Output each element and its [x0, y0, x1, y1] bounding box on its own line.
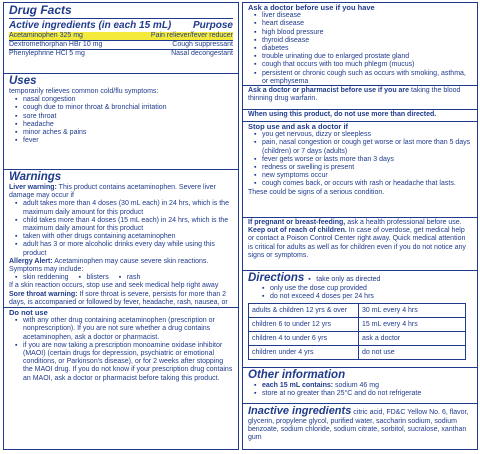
do-not-use-item: ▪ with any other drug containing acetaminophen (prescription or nonprescription). If you are not sure whether a drug contains acetaminophen, ask a doctor or pharmacist.	[15, 317, 233, 342]
pregnancy-label: If pregnant or breast-feeding,	[248, 219, 346, 226]
ask-pharmacist-title: Ask a doctor or pharmacist before use if you are	[248, 87, 410, 94]
ingredient-purpose: Nasal decongestant	[171, 50, 233, 58]
pregnancy-section	[243, 218, 477, 271]
drug-facts-title: Drug Facts	[9, 3, 72, 17]
liver-warning-item: ▪ child takes more than 4 doses (15 mL each) in 24 hrs, which is the maximum daily amount for this product	[15, 217, 233, 233]
dosage-amount-cell: ask a doctor	[359, 332, 466, 346]
ingredient-row	[9, 40, 233, 49]
ingredient-row	[9, 49, 233, 58]
when-using-section	[243, 110, 477, 122]
use-item: ▪ headache	[15, 121, 233, 129]
ingredient-name: Phenylephrine HCl 5 mg	[9, 50, 85, 58]
do-not-use-section	[4, 308, 238, 449]
dosage-row	[249, 332, 466, 346]
sodium-label: each 15 mL contains:	[262, 382, 334, 389]
stop-use-title: Stop use and ask a doctor if	[248, 122, 349, 131]
ingredient-name: Dextromethorphan HBr 10 mg	[9, 41, 103, 49]
dosage-table	[248, 303, 466, 360]
keep-out-text: In case of overdose, get medical help or contact a Poison Control Center right away. Quick medical attention is critical for adults as well as for children even if you do not notice any signs or symptoms.	[248, 227, 466, 259]
ask-doctor-item: ▪ thyroid disease	[254, 37, 472, 45]
dosage-age-cell: children 6 to under 12 yrs	[249, 318, 359, 332]
left-column	[3, 2, 239, 450]
stop-use-footer: These could be signs of a serious condition.	[248, 188, 385, 196]
direction-item: ▪ only use the dose cup provided	[262, 285, 472, 293]
other-info-title: Other information	[248, 369, 346, 381]
ingredient-list	[9, 32, 233, 59]
ask-doctor-title: Ask a doctor before use if you have	[248, 3, 375, 12]
use-item: ▪ sore throat	[15, 113, 233, 121]
ask-doctor-item: ▪ persistent or chronic cough such as occurs with smoking, asthma, or emphysema	[254, 70, 472, 86]
directions-list	[262, 285, 472, 301]
keep-out-label: Keep out of reach of children.	[248, 227, 347, 235]
dosage-amount-cell: do not use	[359, 346, 466, 360]
inactive-text: citric acid, FD&C Yellow No. 6, flavor, glycerin, propylene glycol, purified water, saccharin sodium, sodium benzoate, sodium chloride, sodium citrate, sorbitol, sucralose, xanthan gum	[248, 409, 469, 442]
ask-doctor-section	[243, 3, 477, 86]
sodium-value: sodium 46 mg	[335, 382, 379, 389]
uses-title: Uses	[9, 75, 37, 87]
ingredient-purpose: Cough suppressant	[172, 41, 233, 49]
liver-warning-text: This product contains acetaminophen. Severe liver damage may occur if	[9, 184, 216, 200]
dosage-amount-cell: 30 mL every 4 hrs	[359, 304, 466, 318]
ask-doctor-item: ▪ high blood pressure	[254, 29, 472, 37]
do-not-use-list	[15, 317, 233, 383]
stop-use-item: ▪ redness or swelling is present	[254, 164, 472, 172]
do-not-use-title: Do not use	[9, 308, 48, 317]
other-info-section	[243, 368, 477, 404]
allergy-symptom: ▪ blisters	[79, 274, 109, 282]
stop-use-item: ▪ fever gets worse or lasts more than 3 days	[254, 156, 472, 164]
drug-facts-section	[4, 3, 238, 74]
ask-doctor-item: ▪ diabetes	[254, 45, 472, 53]
right-column	[242, 2, 478, 450]
warnings-title: Warnings	[9, 171, 62, 183]
allergy-after-text: If a skin reaction occurs, stop use and seek medical help right away	[9, 282, 219, 290]
dosage-age-cell: children under 4 yrs	[249, 346, 359, 360]
allergy-alert-label: Allergy Alert:	[9, 257, 53, 265]
uses-intro: temporarily relieves common cold/flu symptoms:	[9, 88, 159, 95]
ask-doctor-item: ▪ cough that occurs with too much phlegm (mucus)	[254, 61, 472, 69]
directions-first-item	[308, 276, 380, 284]
dosage-row	[249, 304, 466, 318]
inactive-section	[243, 404, 477, 449]
ask-doctor-item: ▪ liver disease	[254, 12, 472, 20]
dosage-age-cell: children 4 to under 6 yrs	[249, 332, 359, 346]
allergy-symptom: ▪ rash	[119, 274, 141, 282]
ask-pharmacist-text: taking the blood thinning drug warfarin.	[248, 87, 461, 103]
ask-doctor-list	[254, 12, 472, 86]
stop-use-item: ▪ new symptoms occur	[254, 172, 472, 180]
direction-item: ▪ take only as directed	[308, 276, 380, 284]
use-item: ▪ fever	[15, 137, 233, 145]
stop-use-item: ▪ pain, nasal congestion or cough get worse or last more than 5 days (children) or 7 days (adults)	[254, 139, 472, 155]
sodium-item	[254, 382, 472, 390]
stop-use-section	[243, 122, 477, 218]
allergy-symptom-list	[15, 274, 233, 282]
dosage-age-cell: adults & children 12 yrs & over	[249, 304, 359, 318]
direction-item: ▪ do not exceed 4 doses per 24 hrs	[262, 293, 472, 301]
stop-use-list	[254, 131, 472, 188]
liver-warning-item: ▪ adult takes more than 4 doses (30 mL each) in 24 hrs, which is the maximum daily amount for this product	[15, 200, 233, 216]
do-not-use-item: ▪ if you are now taking a prescription monoamine oxidase inhibitor (MAOI) (certain drugs for depression, psychiatric or emotional conditions, or Parkinson's disease), or for 2 weeks after stopping the MAOI drug. If you do not know if your prescription drug contains an MAOI, ask a doctor or pharmacist before taking this product.	[15, 342, 233, 383]
use-item: ▪ nasal congestion	[15, 96, 233, 104]
uses-list	[15, 96, 233, 145]
liver-warning-label: Liver warning:	[9, 184, 57, 191]
liver-warning-item: ▪ taken with other drugs containing acetaminophen	[15, 233, 233, 241]
directions-section	[243, 271, 477, 368]
sore-throat-text: If sore throat is severe, persists for more than 2 days, is accompanied or followed by fever, headache, rash, nausea, or	[9, 290, 228, 306]
active-ingredients-header: Active ingredients (in each 15 mL)	[9, 20, 172, 31]
uses-section	[4, 74, 238, 170]
ask-pharmacist-section	[243, 86, 477, 110]
inactive-title: Inactive ingredients	[248, 405, 352, 417]
use-item: ▪ minor aches & pains	[15, 129, 233, 137]
warnings-section	[4, 170, 238, 308]
stop-use-item: ▪ you get nervous, dizzy or sleepless	[254, 131, 472, 139]
ingredient-purpose: Pain reliever/fever reducer	[150, 32, 233, 39]
stop-use-item: ▪ cough comes back, or occurs with rash or headache that lasts.	[254, 180, 472, 188]
purpose-header: Purpose	[192, 20, 233, 31]
when-using-text: When using this product, do not use more than directed.	[248, 111, 437, 118]
use-item: ▪ cough due to minor throat & bronchial irritation	[15, 104, 233, 112]
ask-doctor-item: ▪ heart disease	[254, 20, 472, 28]
ingredient-row	[9, 32, 233, 40]
storage-item: ▪ store at no greater than 25°C and do not refrigerate	[254, 390, 472, 398]
ingredient-name: Acetaminophen 325 mg	[9, 32, 83, 39]
directions-title: Directions	[248, 272, 305, 284]
pregnancy-text: ask a health professional before use.	[347, 219, 462, 226]
dosage-row	[249, 346, 466, 360]
sore-throat-label: Sore throat warning:	[9, 290, 78, 298]
liver-warning-item: ▪ adult has 3 or more alcoholic drinks every day while using this product	[15, 241, 233, 257]
dosage-amount-cell: 15 mL every 4 hrs	[359, 318, 466, 332]
liver-warning-list	[15, 200, 233, 257]
allergy-alert-text: Acetaminophen may cause severe skin reactions. Symptoms may include:	[9, 257, 209, 274]
ask-doctor-item: ▪ trouble urinating due to enlarged prostate gland	[254, 53, 472, 61]
allergy-symptom: ▪ skin reddening	[15, 274, 69, 282]
dosage-row	[249, 318, 466, 332]
